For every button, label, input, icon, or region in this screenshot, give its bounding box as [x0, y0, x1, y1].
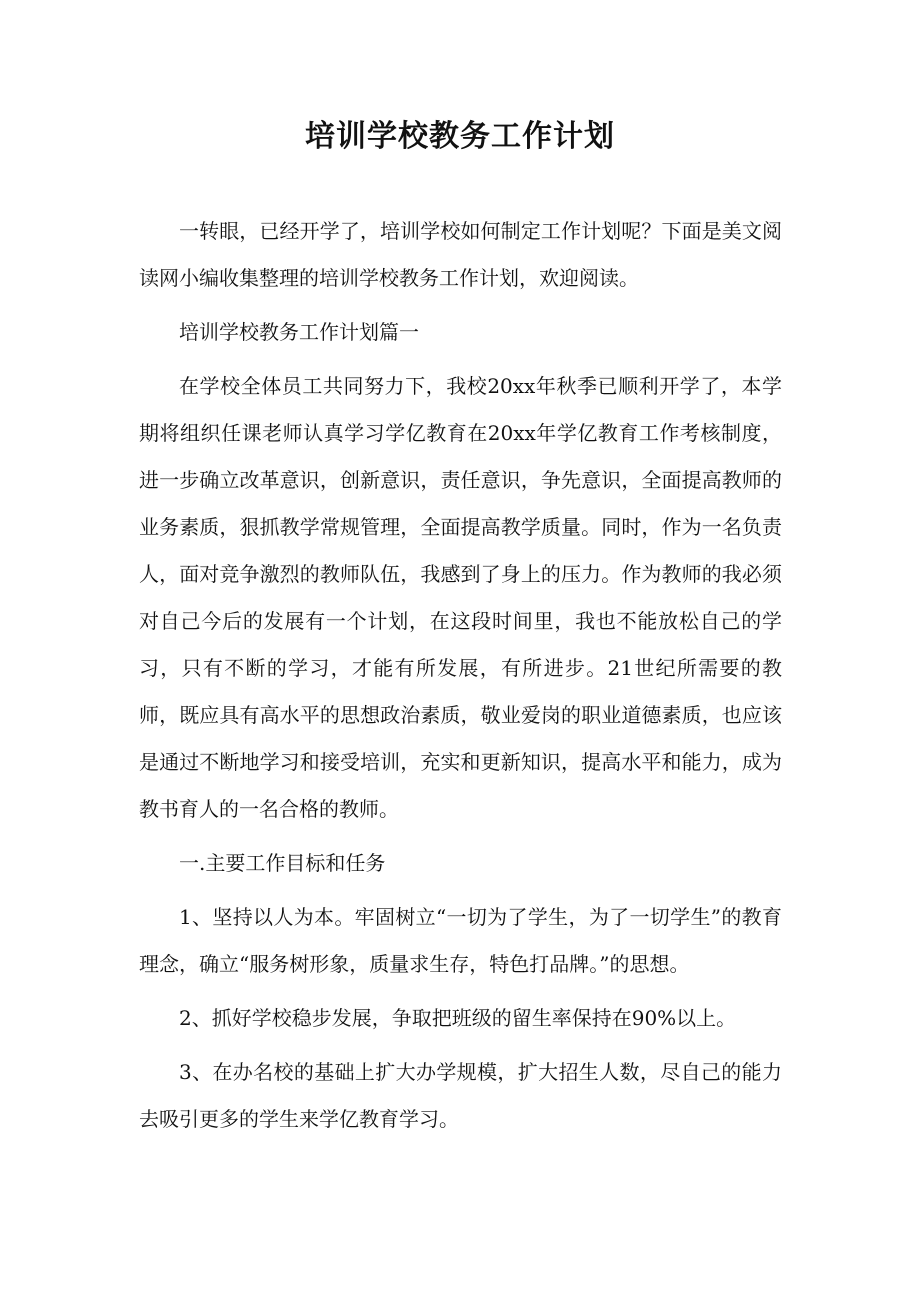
subsection-heading: 一.主要工作目标和任务: [179, 851, 386, 875]
section-heading: 培训学校教务工作计划篇一: [179, 320, 419, 344]
list-item: 1、坚持以人为本。牢固树立“一切为了学生，为了一切学生”的教育理念，确立“服务树形象，质量求生存，特色打品牌。”的思想。: [139, 905, 782, 976]
intro-paragraph: 一转眼，已经开学了，培训学校如何制定工作计划呢？下面是美文阅读网小编收集整理的培训学校教务工作计划，欢迎阅读。: [139, 219, 782, 290]
document-body: [139, 208, 782, 1150]
list-item: 2、抓好学校稳步发展，争取把班级的留生率保持在90%以上。: [179, 1006, 737, 1030]
main-paragraph: 在学校全体员工共同努力下，我校20xx年秋季已顺利开学了，本学期将组织任课老师认真学习学亿教育在20xx年学亿教育工作考核制度，进一步确立改革意识，创新意识，责任意识，争先意识，全面提高教师的业务素质，狠抓教学常规管理，全面提高教学质量。同时，作为一名负责人，面对竞争激烈的教师队伍，我感到了身上的压力。作为教师的我必须对自己今后的发展有一个计划，在这段时间里，我也不能放松自己的学习，只有不断的学习，才能有所发展，有所进步。21世纪所需要的教师，既应具有高水平的思想政治素质，敬业爱岗的职业道德素质，也应该是通过不断地学习和接受培训，充实和更新知识，提高水平和能力，成为教书育人的一名合格的教师。: [139, 374, 782, 821]
list-item: 3、在办名校的基础上扩大办学规模，扩大招生人数，尽自己的能力去吸引更多的学生来学亿教育学习。: [139, 1060, 782, 1131]
document-title: 培训学校教务工作计划: [305, 119, 615, 154]
